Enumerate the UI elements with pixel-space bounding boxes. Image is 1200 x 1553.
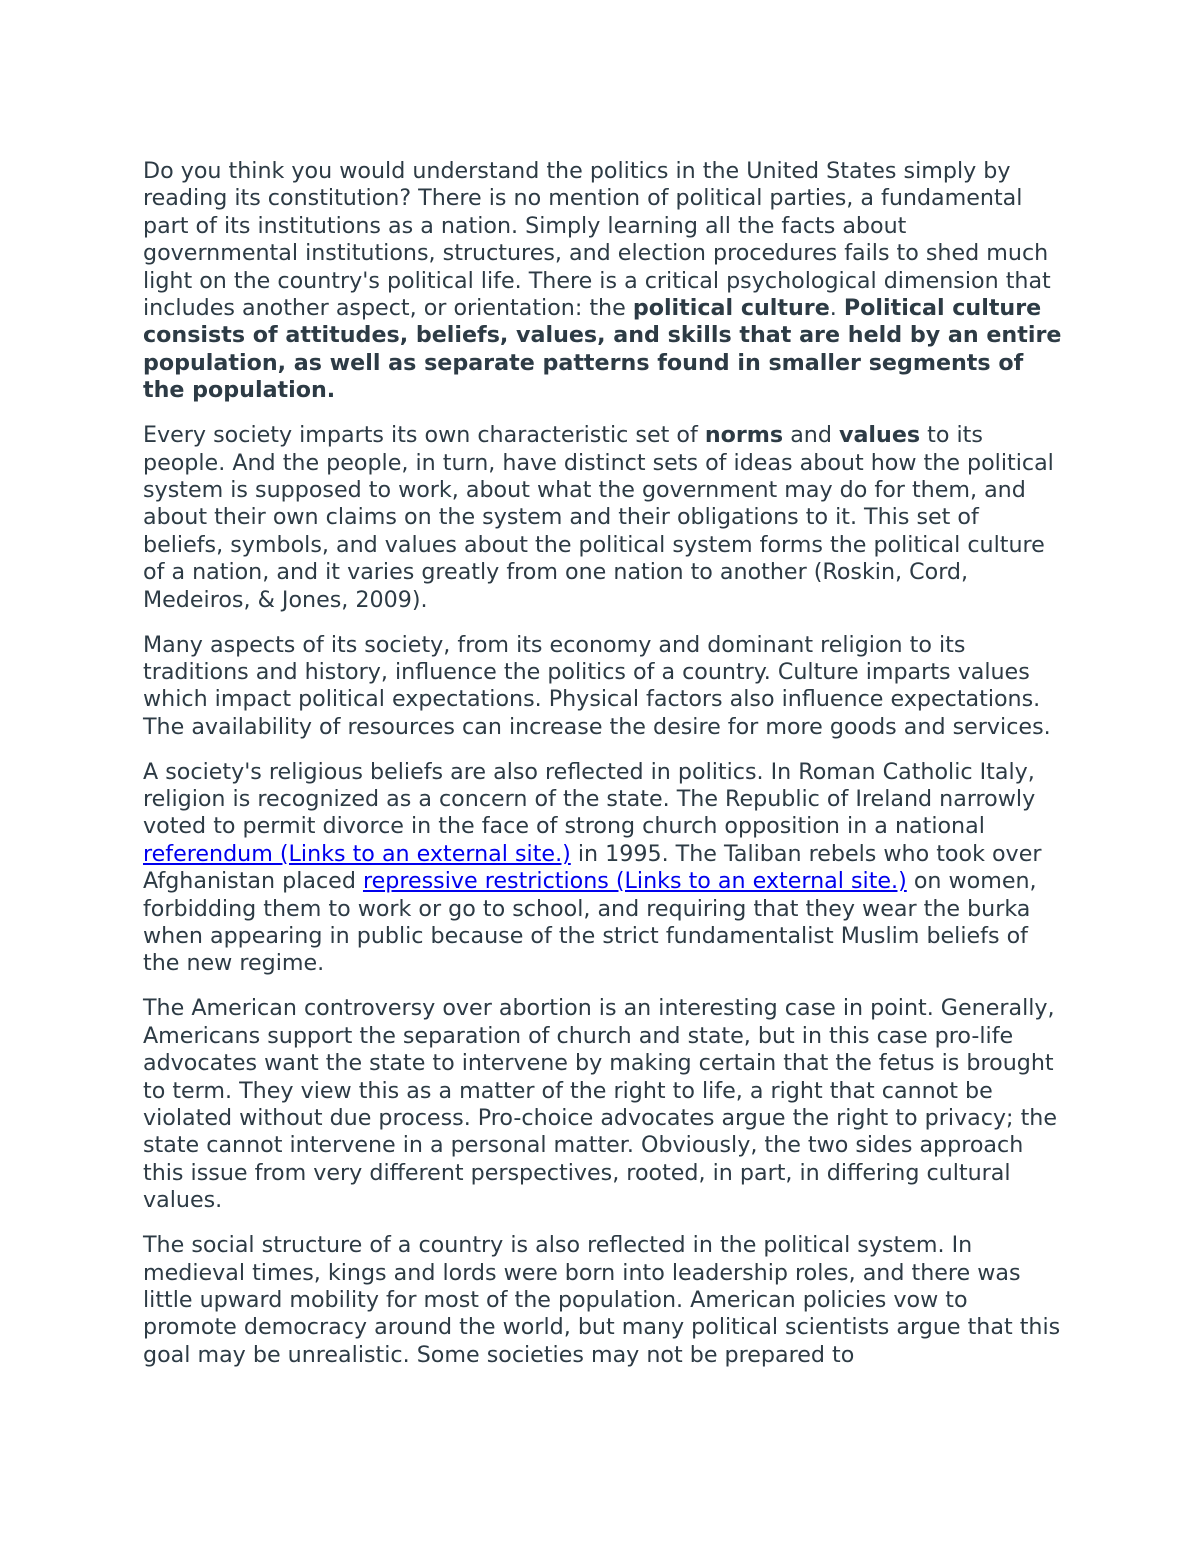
term-norms: norms xyxy=(704,422,784,449)
paragraph-social-structure xyxy=(143,1232,1063,1369)
paragraph-text: and xyxy=(783,422,839,449)
paragraph-text: Every society imparts its own characteristic set of xyxy=(143,422,705,449)
term-values: values xyxy=(839,422,921,449)
document-body xyxy=(143,158,1063,1387)
paragraph-text: A society's religious beliefs are also reflected in politics. In Roman Catholic Italy, religion is recognized as a concern of the state. The Republic of Ireland narrowly voted to permit divorce in the face of strong church opposition in a national xyxy=(143,758,1036,840)
paragraph-text: The social structure of a country is also reflected in the political system. In medieval times, kings and lords were born into leadership roles, and there was little upward mobility for most of the population. American policies vow to promote democracy around the world, but many political scientists argue that this goal may be unrealistic. Some societies may not be prepared to xyxy=(143,1232,1061,1368)
paragraph-abortion-controversy xyxy=(143,995,1063,1214)
paragraph-religious-beliefs xyxy=(143,759,1063,978)
definition-political-culture: Political culture consists of attitudes, beliefs, values, and skills that are held by an entire population, as well as separate patterns found in smaller segments of the population. xyxy=(143,295,1062,404)
paragraph-norms-values xyxy=(143,422,1063,614)
paragraph-political-culture xyxy=(143,158,1063,405)
paragraph-society-aspects xyxy=(143,632,1063,742)
paragraph-text: in 1995. The Taliban rebels who took over Afghanistan placed xyxy=(143,840,1042,895)
paragraph-text: on women, forbidding them to work or go to school, and requiring that they wear the burka when appearing in public because of the strict fundamentalist Muslim beliefs of the new regime. xyxy=(143,868,1037,977)
paragraph-text: The American controversy over abortion is an interesting case in point. Generally, Americans support the separation of church and state, but in this case pro-life advocates want the state to intervene by making certain that the fetus is brought to term. They view this as a matter of the right to life, a right that cannot be violated without due process. Pro-choice advocates argue the right to privacy; the state cannot intervene in a personal matter. Obviously, the two sides approach this issue from very different perspectives, rooted, in part, in differing cultural values. xyxy=(143,995,1057,1214)
repressive-restrictions-link[interactable]: repressive restrictions (Links to an external site.) xyxy=(362,868,907,895)
paragraph-text: Do you think you would understand the politics in the United States simply by reading its constitution? There is no mention of political parties, a fundamental part of its institutions as a nation. Simply learning all the facts about governmental institutions, structures, and election procedures fails to shed much light on the country's political life. There is a critical psychological dimension that includes another aspect, or orientation: the xyxy=(143,158,1051,322)
referendum-link[interactable]: referendum (Links to an external site.) xyxy=(143,840,571,867)
term-political-culture: political culture xyxy=(632,295,830,322)
paragraph-text: . xyxy=(829,295,844,322)
paragraph-text: Many aspects of its society, from its economy and dominant religion to its traditions and history, influence the politics of a country. Culture imparts values which impact political expectations. Physical factors also influence expectations. The availability of resources can increase the desire for more goods and services. xyxy=(143,631,1051,740)
paragraph-text: to its people. And the people, in turn, have distinct sets of ideas about how the political system is supposed to work, about what the government may do for them, and about their own claims on the system and their obligations to it. This set of beliefs, symbols, and values about the political system forms the political culture of a nation, and it varies greatly from one nation to another (Roskin, Cord, Medeiros, & Jones, 2009). xyxy=(143,422,1054,613)
